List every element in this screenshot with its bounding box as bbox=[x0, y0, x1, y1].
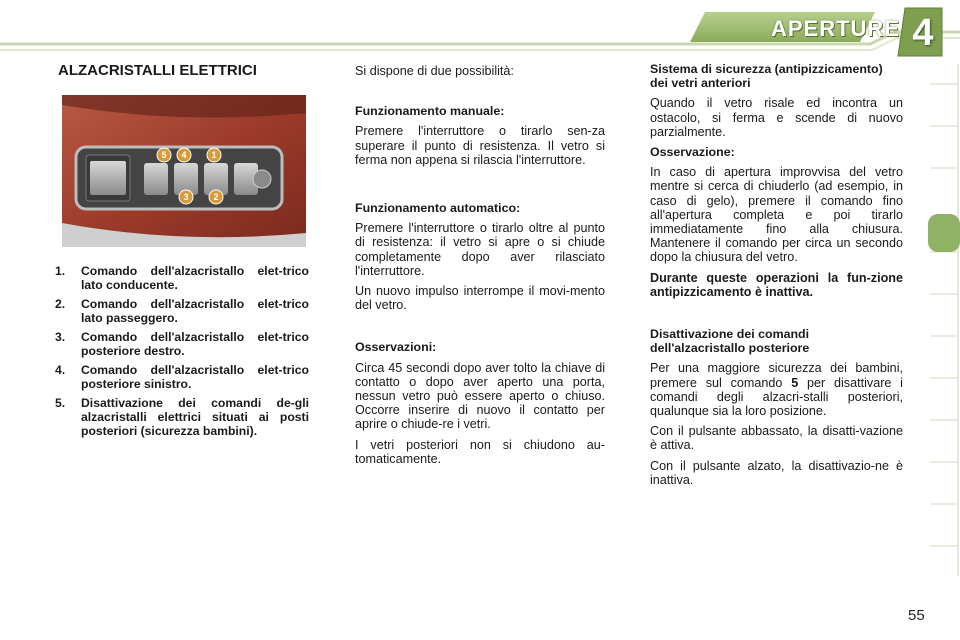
observation-heading: Osservazione: bbox=[650, 145, 735, 160]
button-ref-5: 5 bbox=[791, 375, 799, 390]
observations-text: Circa 45 secondi dopo aver tolto la chiave di contatto o dopo aver aperto una porta, nessun vetro può essere aperto o chiuso. Occorre inserire di nuovo il contatto per aprire o chiude-re i vetri. bbox=[355, 360, 605, 432]
intro-text: Si dispone di due possibilità: bbox=[355, 64, 514, 78]
button-label-3: 3 bbox=[183, 192, 189, 202]
disable-text: Per una maggiore sicurezza dei bambini, premere sul comando 5 per disattivare i comandi degli alzacri-stalli posteriori, qualunque sia la loro posizione. bbox=[650, 361, 903, 419]
safety-heading: Sistema di sicurezza (antipizzicamento) dei vetri anteriori bbox=[650, 62, 883, 91]
legend-item: 3. Comando dell'alzacristallo elet-trico posteriore destro. bbox=[55, 330, 309, 358]
observations-text-2: I vetri posteriori non si chiudono au-tomaticamente. bbox=[355, 437, 605, 466]
column-safety bbox=[650, 62, 903, 493]
column-operation bbox=[355, 64, 605, 472]
safety-text: Quando il vetro risale ed incontra un ostacolo, si ferma e scende di nuovo parzialmente. bbox=[650, 96, 903, 139]
button-label-5: 5 bbox=[161, 150, 167, 160]
warning-text: Durante queste operazioni la fun-zione antipizzicamento è inattiva. bbox=[650, 270, 903, 299]
button-label-2: 2 bbox=[213, 192, 219, 202]
button-label-4: 4 bbox=[181, 150, 187, 160]
chapter-title: APERTURE bbox=[770, 16, 900, 41]
legend-item: 4. Comando dell'alzacristallo elet-trico posteriore sinistro. bbox=[55, 363, 309, 391]
chapter-number: 4 bbox=[912, 12, 934, 54]
page-number: 55 bbox=[908, 607, 925, 624]
legend-item: 1. Comando dell'alzacristallo elet-trico lato conducente. bbox=[55, 264, 309, 292]
legend-list bbox=[55, 264, 309, 443]
section-title: ALZACRISTALLI ELETTRICI bbox=[58, 62, 257, 79]
auto-text: Premere l'interruttore o tirarlo oltre al punto di resistenza: il vetro si apre o si chiude completamente dopo aver rilasciato l'interruttore. bbox=[355, 221, 605, 278]
button-label-1: 1 bbox=[211, 150, 217, 160]
manual-text: Premere l'interruttore o tirarlo sen-za superare il punto di resistenza. Il vetro si ferma non appena si rilascia l'interruttore. bbox=[355, 124, 605, 167]
manual-heading: Funzionamento manuale: bbox=[355, 104, 505, 119]
disable-heading: Disattivazione dei comandi dell'alzacristallo posteriore bbox=[650, 327, 810, 356]
window-switch-photo bbox=[62, 95, 306, 247]
pressed-state-text: Con il pulsante abbassato, la disatti-vazione è attiva. bbox=[650, 424, 903, 453]
legend-item: 2. Comando dell'alzacristallo elet-trico lato passeggero. bbox=[55, 297, 309, 325]
auto-text-2: Un nuovo impulso interrompe il movi-mento del vetro. bbox=[355, 284, 605, 313]
chapter-tabs bbox=[928, 64, 960, 576]
auto-heading: Funzionamento automatico: bbox=[355, 201, 521, 216]
observation-text: In caso di apertura improvvisa del vetro mentre si cerca di chiuderlo (ad esempio, in caso di gelo), premere il comando fino all'apertura completa e poi tirarlo immediatamente fino alla chiusura. Mantenere il comando per circa un secondo dopo la chiusura del vetro. bbox=[650, 165, 903, 265]
legend-item: 5. Disattivazione dei comandi de-gli alzacristalli elettrici situati ai posti posteriori (sicurezza bambini). bbox=[55, 396, 309, 438]
raised-state-text: Con il pulsante alzato, la disattivazio-ne è inattiva. bbox=[650, 458, 903, 487]
observations-heading: Osservazioni: bbox=[355, 340, 437, 355]
active-chapter-tab bbox=[928, 214, 960, 252]
